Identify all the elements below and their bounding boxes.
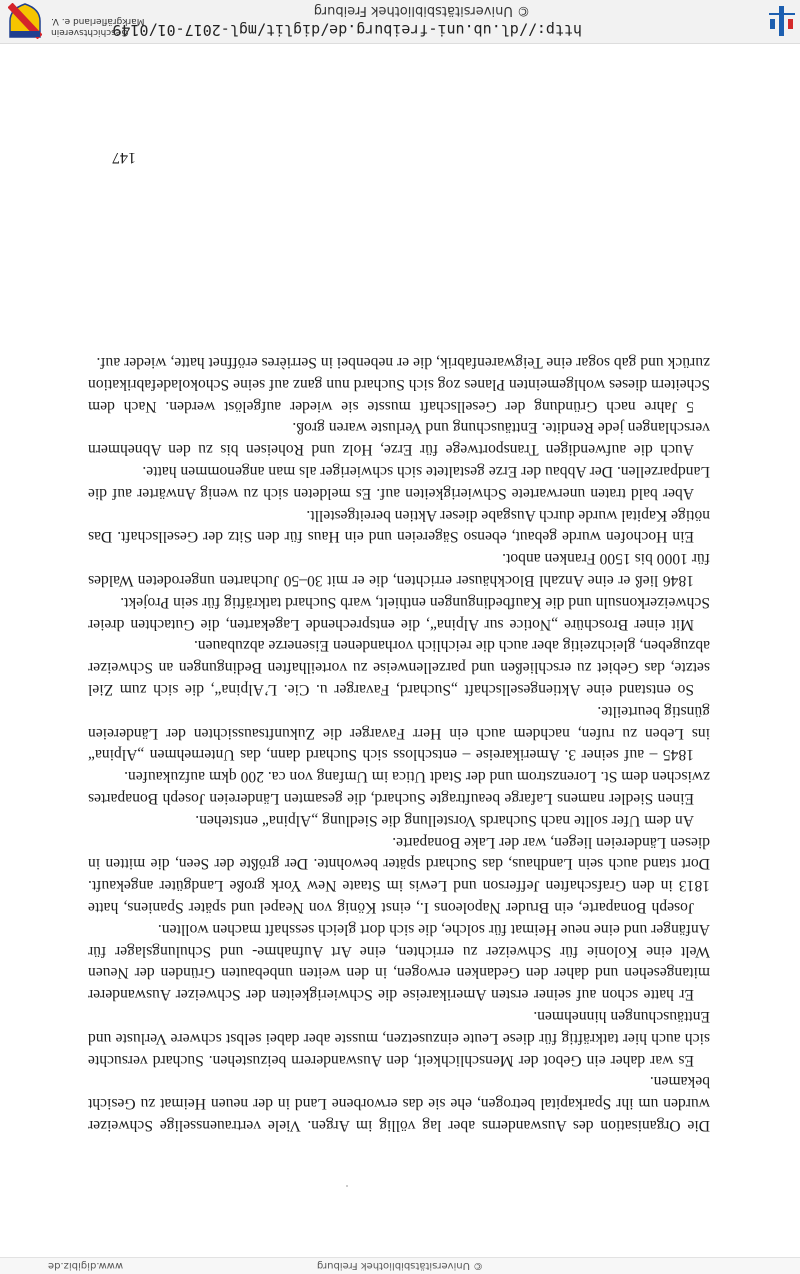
paragraph: 1846 ließ er eine Anzahl Blockhäuser errichten, die er mit 30–50 Jucharten ungerodeten Waldes für 1000 bis 1500 Franken anbot.	[88, 550, 710, 590]
document-body	[88, 351, 710, 1136]
footer-url[interactable]: http://dl.ub.uni-freiburg.de/diglit/mgl-2017-01/0149	[112, 21, 582, 39]
paragraph: 5 Jahre nach Gründung der Gesellschaft musste sie wieder aufgelöst werden. Nach dem Scheitern dieses wohlgemeinten Planes zog sich Suchard nun ganz auf seine Schokoladefabrikation zurück und gab sogar eine Teigwarenfabrik, die er nebenbei in Serrières eröffnet hatte, wieder auf.	[88, 354, 710, 415]
footer-bar	[0, 0, 800, 44]
society-name-line1: Geschichtsverein	[51, 27, 129, 37]
society-crest-icon	[8, 3, 42, 39]
paragraph: Einen Siedler namens Lafarge beauftragte Suchard, die gesamten Ländereien Joseph Bonapartes zwischen dem St. Lorenzstrom und der Stadt Utica im Umfang von ca. 200 qkm aufzukaufen.	[88, 768, 710, 808]
paragraph: Es war daher ein Gebot der Menschlichkeit, den Auswanderern beizustehen. Suchard versuchte sich auch hier tatkräftig für diese Leute einzusetzen, musste aber dabei selbst schwere Verluste und Enttäuschungen hinnehmen.	[88, 1008, 710, 1069]
top-bar-text: © Universitätsbibliothek Freiburg	[316, 1260, 484, 1271]
paragraph: 1845 – auf seiner 3. Amerikareise – entschloss sich Suchard dann, das Unternehmen „Alpina“ ins Leben zu rufen, nachdem auch ein Herr Favarger die Zukunftsaussichten der Ländereien günstig beurteilte.	[88, 702, 710, 764]
paragraph: So entstand eine Aktiengesellschaft „Suchard, Favarger u. Cie. L’Alpina“, die sich zum Ziel setzte, das Gebiet zu erschließen und parzellenweise zu vorteilhaften Bedingungen an Schweizer abzugeben, gleichzeitig aber auch die reichlich vorhandenen Eisenerze abzubauen.	[88, 637, 710, 699]
top-bar-right-text: www.digibiz.de	[48, 1260, 124, 1271]
paragraph: Mit einer Broschüre „Notice sur Alpina“, die entsprechende Lagekarten, die Gutachten dreier Schweizerkonsuln und die Kaufbedingungen enthielt, warb Suchard tatkräftig für sein Projekt.	[88, 593, 710, 633]
paragraph: Auch die aufwendigen Transportwege für Erze, Holz und Roheisen bis zu den Abnehmern verschlangen jede Rendite. Enttäuschung und Verluste waren groß.	[88, 419, 710, 459]
ub-freiburg-logo-icon	[764, 5, 800, 37]
paragraph: Aber bald traten unerwartete Schwierigkeiten auf. Es meldeten sich zu wenig Anwärter auf die Landparzellen. Der Abbau der Erze gestaltete sich schwieriger als man angenommen hatte.	[88, 463, 710, 502]
top-bar	[0, 1257, 800, 1274]
paragraph: An dem Ufer sollte nach Suchards Vorstellung die Siedlung „Alpina“ entstehen.	[195, 811, 694, 829]
paragraph: Ein Hochofen wurde gebaut, ebenso Sägereien und ein Haus für den Sitz der Gesellschaft. Das nötige Kapital wurde durch Ausgabe dieser Aktien bereitgestellt.	[88, 506, 710, 546]
page-number: 147	[112, 149, 136, 166]
scan-speck	[346, 1185, 348, 1187]
society-name-line2: Markgräflerland e. V.	[51, 16, 145, 26]
paragraph: Die Organisation des Auswanderns aber lag völlig im Argen. Viele vertrauensselige Schweizer wurden um ihr Sparkapital betrogen, ehe sie das erworbene Land in der neuen Heimat zu Gesicht bekamen.	[88, 1073, 710, 1134]
paragraph: Joseph Bonaparte, ein Bruder Napoleons I., einst König von Neapel und später Spaniens, hatte 1813 in den Grafschaften Jefferson und Lewis im Staate New York große Landgüter angekauft. Dort stand auch sein Landhaus, das Suchard später bewohnte. Der größte der Seen, die mitten in diesen Ländereien liegen, war der Lake Bonaparte.	[88, 833, 710, 917]
paragraph: Er hatte schon auf seiner ersten Amerikareise die Schwierigkeiten der Schweizer Auswanderer mitangesehen und daher den Gedanken erwogen, in den weiten unbebauten Gründen der Neuen Welt eine Kolonie für Schweizer zu errichten, eine Art Aufnahme- und Schulungslager für Anfänger und eine neue Heimat für solche, die sich dort gleich sesshaft machen wollten.	[88, 920, 710, 1004]
footer-copyright: © Universitätsbibliothek Freiburg	[313, 3, 530, 18]
society-name	[51, 15, 196, 37]
